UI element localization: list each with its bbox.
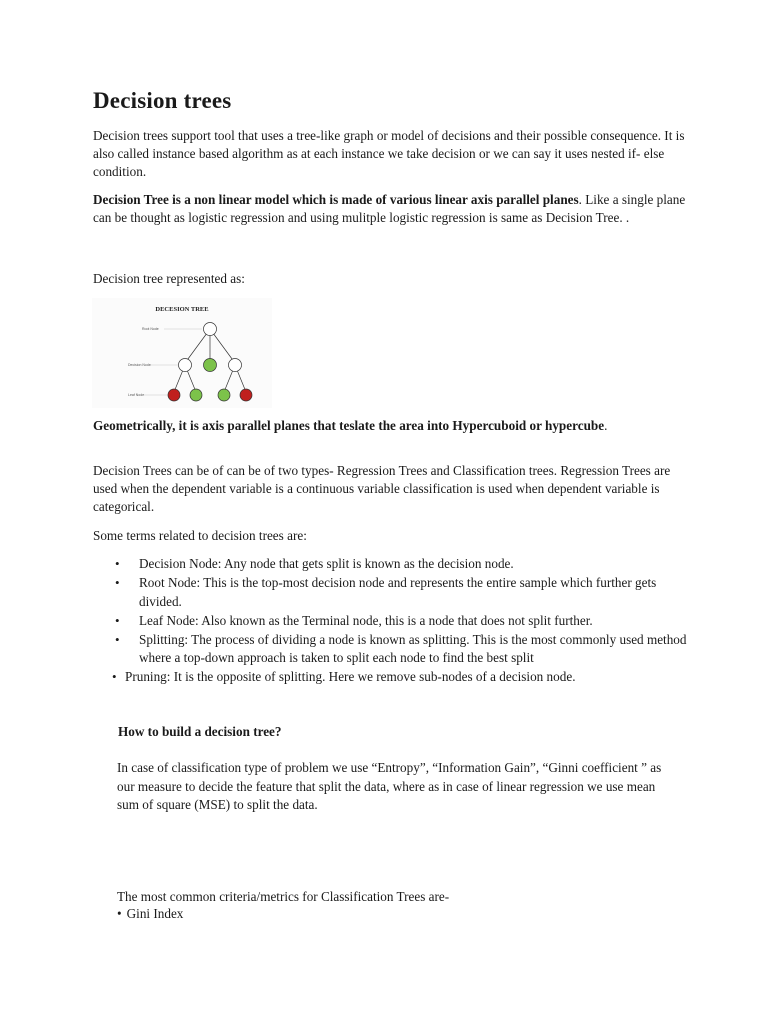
diagram-title: DECESION TREE	[155, 306, 209, 313]
label-root-node: Root Node	[142, 327, 159, 331]
root-node-circle	[204, 323, 217, 336]
nonlinear-bold-text: Decision Tree is a non linear model which is made of various linear axis parallel planes	[93, 192, 579, 207]
intro-paragraph: Decision trees support tool that uses a tree-like graph or model of decisions and their possible consequence. It is also called instance based algorithm as at each instance we take decision or we can say it uses nested if- else condition.	[93, 128, 685, 179]
decision-node-circle	[229, 359, 242, 372]
leaf-node-green	[190, 389, 202, 401]
geometric-paragraph	[93, 417, 693, 435]
list-item: • Pruning: It is the opposite of splitting. Here we remove sub-nodes of a decision node.	[93, 668, 693, 687]
build-paragraph: In case of classification type of problem we use “Entropy”, “Information Gain”, “Ginni coefficient ” as our measure to decide the feature that split the data, where as in case of linear regression we use mean sum of square (MSE) to split the data.	[117, 760, 662, 812]
represented-as-text: Decision tree represented as:	[93, 271, 245, 286]
leaf-node-green	[218, 389, 230, 401]
build-heading: How to build a decision tree?	[118, 724, 282, 739]
bullet-dot: •	[117, 906, 122, 921]
list-item: • Root Node: This is the top-most decision node and represents the entire sample which further gets divided.	[93, 574, 693, 611]
decision-tree-diagram	[92, 298, 272, 408]
terms-intro: Some terms related to decision trees are:	[93, 528, 307, 543]
types-paragraph: Decision Trees can be of can be of two types- Regression Trees and Classification trees. Regression Trees are used when the dependent variable is a continuous variable classification is used when dependent variable is categorical.	[93, 463, 671, 514]
leaf-node-green	[204, 359, 217, 372]
nonlinear-rest-text: . Like a single plane can be thought as logistic regression and using mulitple logistic regression is same as Decision Tree. .	[93, 192, 686, 225]
label-leaf-node: Leaf Node	[128, 393, 145, 397]
list-item: • Splitting: The process of dividing a node is known as splitting. This is the most commonly used method where a top-down approach is taken to split each node to find the best split	[93, 631, 693, 668]
page-title: Decision trees	[93, 88, 232, 113]
list-item: • Leaf Node: Also known as the Terminal node, this is a node that does not split further.	[93, 612, 693, 631]
leaf-node-red	[168, 389, 180, 401]
label-decision-node: Decision Node	[128, 363, 151, 367]
decision-node-circle	[179, 359, 192, 372]
gini-text: Gini Index	[126, 906, 184, 921]
gini-bullet	[117, 906, 183, 922]
list-item: • Decision Node: Any node that gets split is known as the decision node.	[93, 555, 693, 574]
geometric-bold-text: Geometrically, it is axis parallel planes that teslate the area into Hypercuboid or hypercube	[93, 418, 605, 433]
nonlinear-paragraph	[93, 191, 693, 227]
terms-list	[93, 555, 693, 687]
leaf-node-red	[240, 389, 252, 401]
criteria-text: The most common criteria/metrics for Classification Trees are-	[117, 889, 450, 904]
geometric-end-text: .	[604, 418, 608, 433]
